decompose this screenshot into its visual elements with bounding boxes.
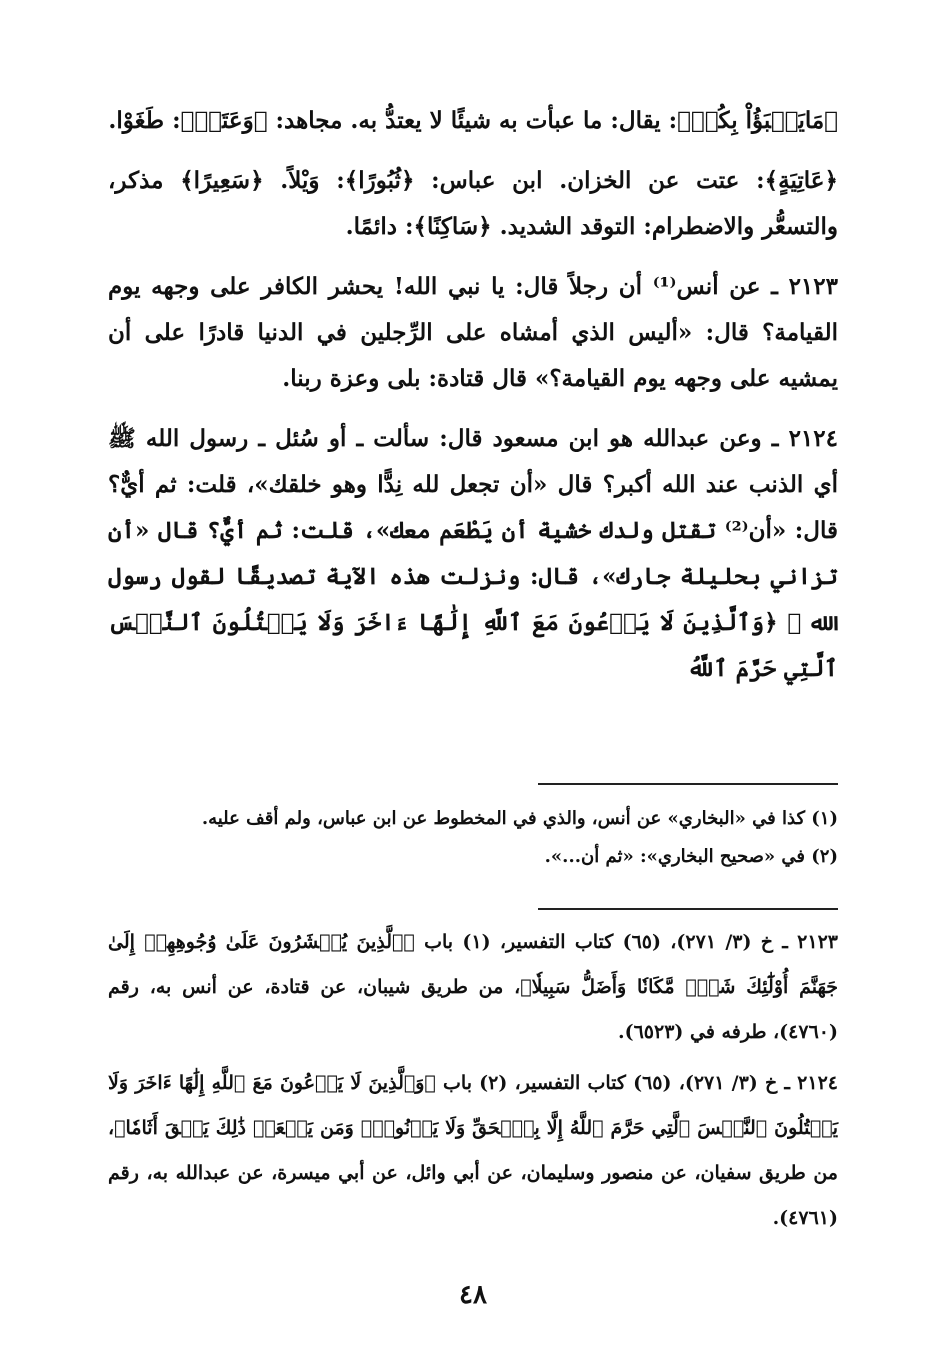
footnote-1: (١) كذا في «البخاري» عن أنس، والذي في المخطوط عن ابن عباس، ولم أقف عليه. [201,808,838,829]
paragraph-vocabulary-2: ﴿عَاتِيَةٍ﴾: عتت عن الخزان. ابن عباس: ﴿ثُبُورًا﴾: وَيْلاً. ﴿سَعِيرًا﴾ مذكر، والتسعُّر والاضطرام: التوقد الشديد. ﴿سَاكِنًا﴾: دائمًا. [108,167,838,240]
source-divider [538,908,838,910]
footnote-2: (٢) في «صحيح البخاري»: «ثم أن...». [544,846,838,867]
source-2124: ٢١٢٤ ـ خ (٣/ ٢٧١)، (٦٥) كتاب التفسير، (٢) باب ﴿وَٱلَّذِينَ لَا يَدۡعُونَ مَعَ ٱللَّهِ إِلَٰهًا ءَاخَرَ وَلَا يَقۡتُلُونَ ٱلنَّفۡسَ ٱلَّتِي حَرَّمَ ٱللَّهُ إِلَّا بِٱلۡحَقِّ وَلَا يَزۡنُونَۚ وَمَن يَفۡعَلۡ ذَٰلِكَ يَلۡقَ أَثَامٗا﴾، من طريق سفيان، عن منصور وسليمان، عن أبي وائل، عن أبي ميسرة، عن عبدالله به، رقم (٤٧٦١). [108,1072,838,1229]
main-text [108,98,838,692]
hadith-text: وعن عبدالله هو ابن مسعود قال: سألت ـ أو سُئل ـ رسول الله ﷺ أي الذنب عند الله أكبر؟ قال «أن تجعل لله نِدًّا وهو خلقك»، قلت: ثم أيٌّ؟ قال: «أن⁽²⁾ تقتل ولدك خشية أن يَطْعَم معك»، قلت: ثم أيٌّ؟ قال «أن تزاني بحليلة جارك»، قال: ونزلت هذه الآية تصديقًا لقول رسول الله ﷺ ﴿وَٱلَّذِينَ لَا يَدۡعُونَ مَعَ ٱللَّهِ إِلَٰهًا ءَاخَرَ وَلَا يَقۡتُلُونَ ٱلنَّفۡسَ ٱلَّتِي حَرَّمَ ٱللَّهُ [108,425,839,682]
footnotes [108,800,838,876]
hadith-number: ٢١٢٣ ـ [771,273,838,300]
hadith-2123 [108,264,838,402]
page-number: ٤٨ [459,1280,487,1310]
source-2123: ٢١٢٣ ـ خ (٣/ ٢٧١)، (٦٥) كتاب التفسير، (١) باب ﴿ٱلَّذِينَ يُحۡشَرُونَ عَلَىٰ وُجُوهِهِمۡ إِلَىٰ جَهَنَّمَ أُوْلَٰٓئِكَ شَرّٞ مَّكَانٗا وَأَضَلُّ سَبِيلٗا﴾، من طريق شيبان، عن قتادة، عن أنس به، رقم (٤٧٦٠)، طرفه في (٦٥٢٣). [108,931,838,1043]
hadith-2124 [108,416,838,692]
hadith-number: ٢١٢٤ ـ [771,425,838,452]
source-references [108,920,838,1241]
footnote-divider [538,783,838,785]
hadith-text: عن أنس⁽¹⁾ أن رجلاً قال: يا نبي الله! يحشر الكافر على وجهه يوم القيامة؟ قال: «أليس الذي أمشاه على الرِّجلين في الدنيا قادرًا على أن يمشيه على وجهه يوم القيامة؟» قال قتادة: بلى وعزة ربنا. [108,273,838,392]
paragraph-vocabulary-1: ﴿مَايَعۡبَؤُاْ بِكُمۡ﴾: يقال: ما عبأت به شيئًا لا يعتدُّ به. مجاهد: ﴿وَعَتَوۡ﴾: طَغَوْا. [108,107,838,134]
